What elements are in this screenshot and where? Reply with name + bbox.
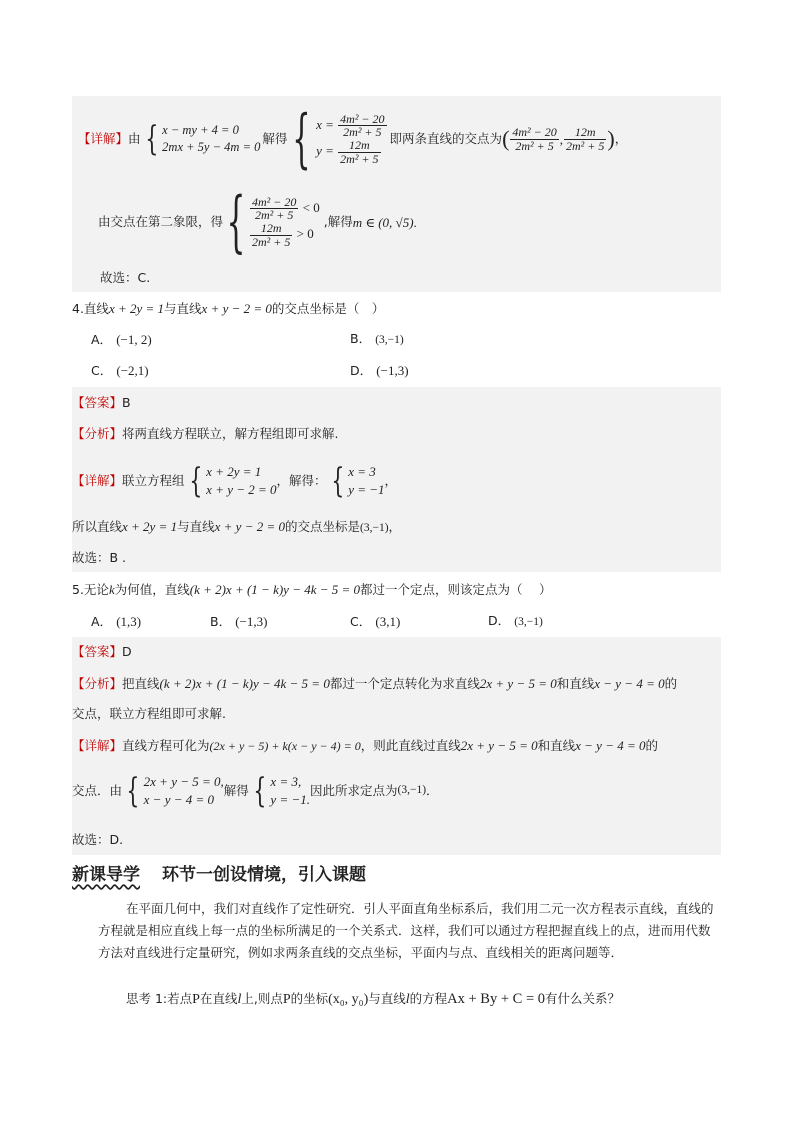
q4-detail-pre: 联立方程组 (122, 472, 185, 488)
solve-text: 解得 (262, 130, 288, 146)
q4-stem (72, 302, 384, 316)
think-mid1: 在直线 (199, 991, 238, 1006)
det-eq3: x − y − 4 = 0 (575, 738, 646, 753)
ana-mid: 都过一个定点转化为求直线 (329, 676, 480, 691)
q4-option-b (350, 333, 404, 347)
q5-c-label: C． (350, 614, 372, 629)
ana-de: 的 (664, 676, 678, 691)
q5-c-val: (3,1) (375, 614, 401, 629)
y-den: 2m² + 5 (340, 151, 379, 166)
think-end: 有什么关系？ (545, 991, 621, 1006)
section-title: 环节一创设情境，引入课题 (162, 865, 366, 885)
ana-eq3: x − y − 4 = 0 (594, 676, 665, 691)
line-l: l (237, 992, 242, 1007)
point-x (510, 126, 558, 152)
point-y-den: 2m² + 5 (566, 138, 605, 153)
q4-result (348, 463, 384, 498)
section-label: 新课导学 (72, 865, 140, 885)
think-mid2: 上,则点 (241, 991, 283, 1006)
so-pre: 所以直线 (72, 519, 123, 534)
so-mid2: 的交点坐标是 (284, 519, 360, 534)
q5-system (144, 773, 224, 808)
c1-den: 2m² + 5 (250, 208, 298, 222)
q5-d-val: (3,−1) (514, 616, 543, 628)
det-de: 的 (645, 738, 658, 753)
coord: (x₀, y₀) (328, 992, 369, 1007)
q4-option-c (91, 364, 149, 378)
q4-system-brace: { (188, 461, 202, 501)
q3-detail-line1 (78, 101, 627, 177)
q5-option-d (488, 615, 543, 629)
det-and: 和直线 (537, 738, 576, 753)
q5-eq: (k + 2)x + (1 − k)y − 4k − 5 = 0 (189, 582, 361, 597)
q5-sys-eq2: x − y − 4 = 0 (143, 792, 215, 807)
det-eq2: 2x + y − 5 = 0 (460, 738, 538, 753)
c1-tail: < 0 (302, 199, 320, 215)
analysis-tag: 【分析】 (72, 676, 123, 691)
so-eq2: x + y − 2 = 0 (214, 519, 285, 534)
q5-detail-line2 (72, 770, 439, 812)
line-equation: Ax + By + C = 0 (447, 991, 546, 1007)
q5-option-c (350, 615, 400, 629)
comma: ， (614, 130, 628, 146)
x-solution (316, 113, 387, 139)
think-1 (126, 992, 620, 1007)
q5-res-x: x = 3, (270, 774, 302, 790)
think-pre: 思考 1:若点 (126, 991, 193, 1006)
line-l2: l (405, 992, 410, 1007)
q4-d-val: (−1,3) (376, 363, 409, 378)
q4-sys-eq1: x + 2y = 1 (206, 464, 262, 480)
q5-stem-post: 都过一个定点，则该定点为（ ） (360, 582, 552, 597)
q5-a-val: (1,3) (116, 614, 142, 629)
q5-res-y: y = −1. (270, 792, 310, 807)
system-1 (162, 122, 260, 156)
quadrant-text: 由交点在第二象限，得 (98, 213, 224, 229)
result: m ∈ (0, √5) (352, 214, 414, 230)
point-x-den: 2m² + 5 (510, 139, 558, 153)
ana-and: 和直线 (556, 676, 595, 691)
q4-a-val: (−1, 2) (116, 332, 152, 347)
ana-eq2: 2x + y − 5 = 0 (479, 676, 557, 691)
system-1-eq2: 2mx + 5y − 4m = 0 (162, 140, 261, 154)
y-solution (316, 139, 387, 165)
q4-stem-pre: 4.直线 (72, 301, 109, 316)
detail-tag: 【详解】 (72, 472, 123, 488)
q4-res-y: y = −1 (348, 482, 385, 497)
c1-num: 4m² − 20 (252, 194, 297, 209)
ana-eq: (k + 2)x + (1 − k)y − 4k − 5 = 0 (159, 676, 330, 691)
q5-result (270, 773, 310, 808)
q4-detail (72, 460, 397, 502)
q4-result-brace: { (330, 461, 344, 501)
condition-2 (249, 222, 320, 248)
q5-d-label: D． (488, 613, 511, 628)
so-pt: (3,−1) (360, 522, 389, 534)
q5-b-label: B． (210, 614, 232, 629)
q4-b-val: (3,−1) (375, 334, 404, 346)
l2-mid: 解得 (223, 782, 249, 798)
q5-analysis-line1 (72, 677, 677, 691)
so-eq1: x + 2y = 1 (122, 519, 178, 534)
q5-detail-line1 (72, 739, 658, 753)
q4-detail-post: ， (384, 472, 398, 488)
answer-value: B (122, 395, 131, 410)
detail-tag: 【详解】 (78, 130, 129, 146)
c2-num: 12m (260, 221, 282, 235)
q4-eq2: x + y − 2 = 0 (201, 301, 272, 316)
q4-so-line (72, 520, 401, 535)
conditions (249, 196, 320, 248)
q5-option-a (91, 615, 141, 629)
q5-system-brace: { (126, 771, 140, 811)
q5-stem-pre: 5.无论 (72, 582, 109, 597)
intersection-text: 即两条直线的交点为 (389, 130, 503, 146)
q5-k: k (108, 582, 115, 597)
answer-value: D (122, 644, 132, 659)
system-1-eq1: x − my + 4 = 0 (162, 123, 239, 138)
point-p: P (192, 992, 200, 1007)
point-open: ( (502, 126, 510, 151)
q5-sys-eq1: 2x + y − 5 = 0, (143, 774, 224, 790)
q5-stem-mid: 为何值，直线 (114, 582, 190, 597)
q5-result-brace: { (253, 771, 267, 811)
q4-mid: 与直线 (164, 301, 202, 316)
q4-a-label: A． (91, 332, 113, 347)
l2-post: 因此所求定点为 (310, 782, 398, 798)
det-pre: 直线方程可化为 (122, 738, 210, 753)
x-eq: x = (316, 116, 334, 132)
x-num: 4m² − 20 (340, 111, 385, 126)
q4-d-label: D． (350, 363, 373, 378)
point-y (564, 126, 606, 152)
l2-end: ． (426, 782, 439, 798)
l2-pre: 交点．由 (72, 782, 123, 798)
q4-choice: 故选：B . (72, 550, 127, 565)
answer-tag: 【答案】 (72, 644, 123, 659)
x-den: 2m² + 5 (338, 125, 386, 139)
c2-tail: > 0 (296, 226, 314, 242)
analysis-tag: 【分析】 (72, 426, 123, 441)
q5-choice: 故选：D. (72, 832, 124, 847)
section-heading (72, 867, 366, 884)
think-mid3: 的坐标 (290, 991, 329, 1006)
det-mid: ，则此直线过直线 (360, 738, 461, 753)
think-mid5: 的方程 (409, 991, 448, 1006)
q4-eq1: x + 2y = 1 (108, 301, 165, 316)
det-eq: (2x + y − 5) + k(x − y − 4) = 0 (209, 739, 361, 753)
answer-tag: 【答案】 (72, 395, 123, 410)
q5-answer (72, 646, 132, 659)
q4-system (206, 463, 276, 498)
y-num: 12m (349, 138, 370, 152)
q4-res-x: x = 3 (348, 464, 376, 480)
q3-choice: 故选：C. (100, 270, 151, 285)
q4-analysis (72, 428, 339, 441)
q4-sys-eq2: x + y − 2 = 0 (206, 482, 277, 497)
q5-b-val: (−1,3) (235, 614, 268, 629)
so-mid: 与直线 (177, 519, 215, 534)
q4-answer (72, 397, 131, 410)
q4-b-label: B． (350, 331, 372, 346)
intro-paragraph: 在平面几何中，我们对直线作了定性研究．引人平面直角坐标系后，我们用二元一次方程表示直线，直线的方程就是相应直线上每一点的坐标所满足的一个关系式．这样，我们可以通过方程把握直线上的点，进而用代数方法对直线进行定量研究，例如求两条直线的交点坐标，平面内与点、直线相关的距离问题等． (98, 901, 714, 960)
q5-stem (72, 583, 552, 597)
condition-1 (249, 196, 320, 222)
detail-tag: 【详解】 (72, 738, 123, 753)
point-y-num: 12m (574, 124, 596, 139)
q3-detail-line2 (98, 183, 417, 261)
condition-brace: { (226, 183, 246, 260)
q4-c-label: C． (91, 363, 113, 378)
result-period: . (413, 214, 417, 230)
solution-brace: { (292, 102, 311, 176)
ana-pre: 把直线 (122, 676, 160, 691)
q4-option-d (350, 364, 409, 378)
q4-stem-post: 的交点坐标是（ ） (271, 301, 385, 316)
l2-pt: (3,−1) (397, 784, 427, 797)
point-x-num: 4m² − 20 (512, 124, 557, 139)
q5-option-b (210, 615, 267, 629)
q4-detail-mid: ，解得： (276, 472, 327, 488)
point-close: ) (607, 126, 615, 151)
by-text: 由 (128, 130, 141, 146)
q4-c-val: (−2,1) (116, 363, 149, 378)
q5-analysis-line2: 交点，联立方程组即可求解. (72, 706, 226, 721)
system-brace: { (144, 119, 158, 159)
analysis-text: 将两直线方程联立，解方程组即可求解. (122, 426, 339, 441)
point-p2: P (282, 992, 291, 1007)
solve2-text: ,解得 (323, 213, 353, 229)
q4-option-a (91, 333, 152, 347)
think-mid4: 与直线 (368, 991, 406, 1006)
point-sep: , (559, 131, 564, 147)
q5-a-label: A． (91, 614, 113, 629)
c2-den: 2m² + 5 (252, 234, 291, 249)
so-post: ， (388, 519, 402, 534)
y-eq: y = (316, 143, 334, 159)
solution-1 (316, 113, 387, 165)
